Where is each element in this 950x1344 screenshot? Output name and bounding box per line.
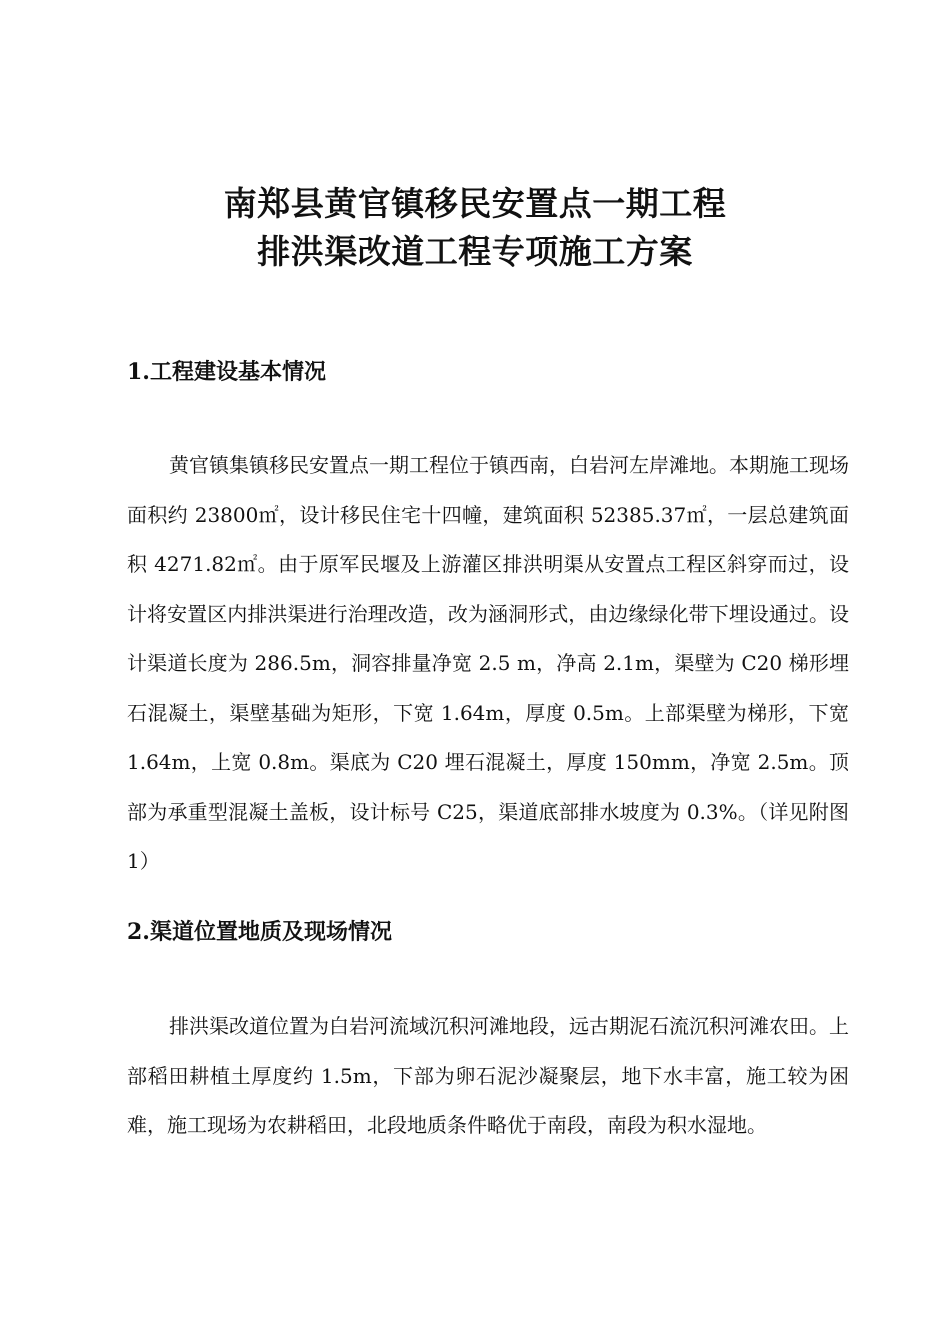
section-heading-1: 1.工程建设基本情况 (127, 359, 326, 385)
section-body-1: 黄官镇集镇移民安置点一期工程位于镇西南，白岩河左岸滩地。本期施工现场面积约 23800㎡，设计移民住宅十四幢，建筑面积 52385.37㎡，一层总建筑面积 4271.82㎡。由于原军民堰及上游灌区排洪明渠从安置点工程区斜穿而过，设计将安置区内排洪渠进行治理改造，改为涵洞形式，由边缘绿化带下埋设通过。设计渠道长度为 286.5m，洞容排量净宽 2.5 m，净高 2.1m，渠壁为 C20 梯形埋石混凝土，渠壁基础为矩形，下宽 1.64m，厚度 0.5m。上部渠壁为梯形，下宽 1.64m，上宽 0.8m。渠底为 C20 埋石混凝土，厚度 150mm，净宽 2.5m。顶部为承重型混凝土盖板，设计标号 C25，渠道底部排水坡度为 0.3%。（详见附图 1） (127, 453, 849, 873)
section-body-2: 排洪渠改道位置为白岩河流域沉积河滩地段，远古期泥石流沉积河滩农田。上部稻田耕植土厚度约 1.5m，下部为卵石泥沙凝聚层，地下水丰富，施工较为困难，施工现场为农耕稻田，北段地质条件略优于南段，南段为积水湿地。 (127, 1014, 849, 1137)
section-heading-2: 2.渠道位置地质及现场情况 (127, 919, 392, 945)
document-title-line-2: 排洪渠改道工程专项施工方案 (257, 232, 693, 271)
document-title-line-1: 南郑县黄官镇移民安置点一期工程 (223, 184, 727, 223)
